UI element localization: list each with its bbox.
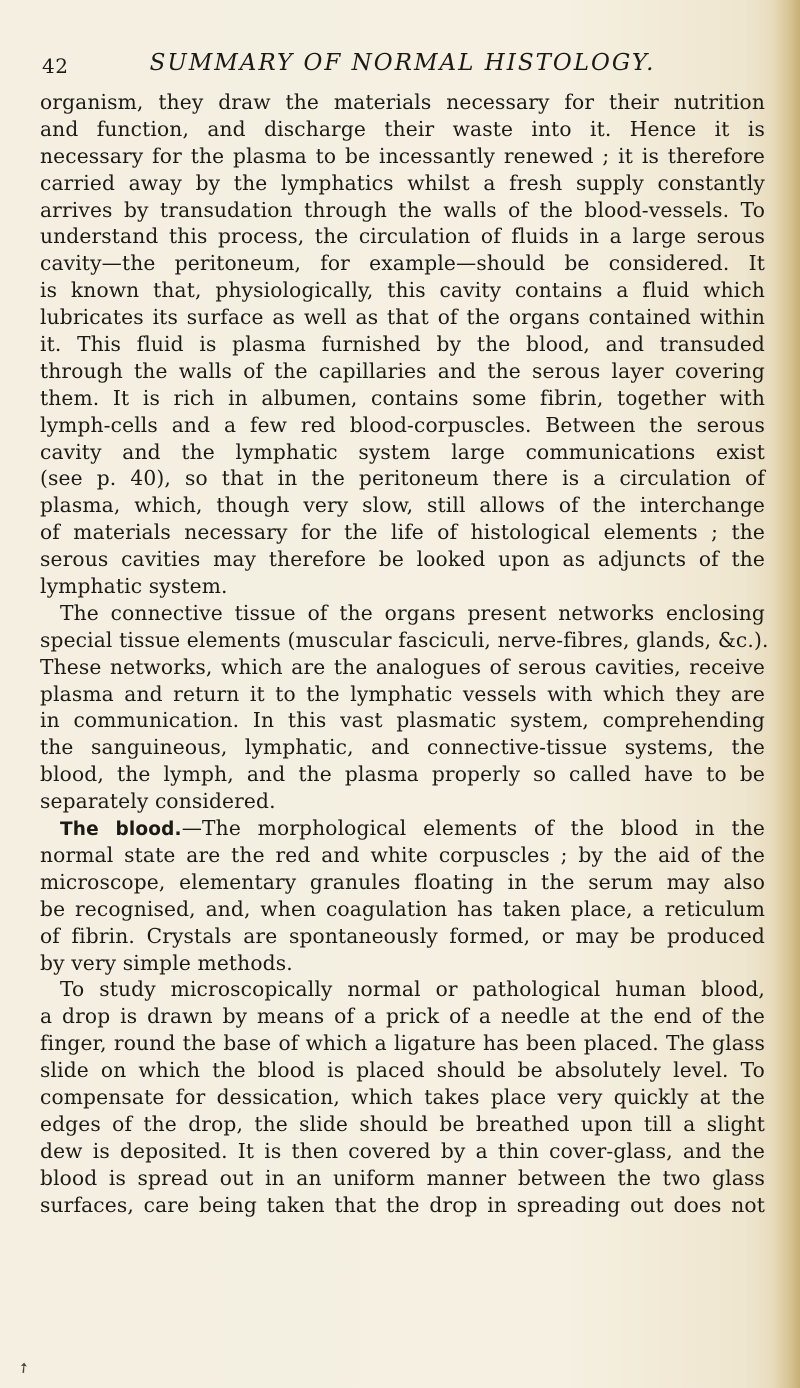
text-line: plasma and return it to the lymphatic vessels with which they are: [40, 681, 765, 706]
text-line: the sanguineous, lymphatic, and connective-tissue systems, the: [40, 735, 765, 760]
text-line: organism, they draw the materials necessary for their nutrition: [40, 90, 765, 114]
running-title: SUMMARY OF NORMAL HISTOLOGY.: [149, 50, 656, 76]
text-line: compensate for dessication, which takes place very quickly at the: [40, 1084, 765, 1109]
text-line: is known that, physiologically, this cavity contains a fluid which: [40, 278, 765, 303]
page-number: 42: [42, 54, 69, 78]
body-text: [40, 89, 769, 1218]
text-line: by very simple methods.: [40, 950, 293, 975]
text-line: The connective tissue of the organs present networks enclosing: [60, 600, 765, 625]
printer-mark-icon: ➚: [14, 1358, 34, 1378]
text-line: microscope, elementary granules floating in the serum may also: [40, 869, 765, 894]
text-line: serous cavities may therefore be looked upon as adjuncts of the: [40, 547, 765, 572]
text-line: special tissue elements (muscular fasciculi, nerve-fibres, glands, &c.).: [40, 627, 769, 652]
text-line: through the walls of the capillaries and the serous layer covering: [40, 358, 765, 383]
text-line: it. This fluid is plasma furnished by the blood, and transuded: [40, 332, 765, 357]
text-line: and function, and discharge their waste into it. Hence it is: [40, 116, 765, 141]
text-line: finger, round the base of which a ligature has been placed. The glass: [40, 1031, 765, 1056]
section-heading: The blood.: [60, 819, 182, 841]
text-line: lymphatic system.: [40, 574, 228, 599]
text-line: These networks, which are the analogues of serous cavities, receive: [40, 654, 765, 679]
text-line: plasma, which, though very slow, still allows of the interchange: [40, 493, 765, 518]
text-line: blood is spread out in an uniform manner between the two glass: [40, 1165, 765, 1190]
text-line: carried away by the lymphatics whilst a fresh supply constantly: [40, 170, 765, 195]
text-line: lubricates its surface as well as that of the organs contained within: [40, 305, 765, 330]
text-line: dew is deposited. It is then covered by a thin cover-glass, and the: [40, 1138, 765, 1163]
text-line: in communication. In this vast plasmatic system, comprehending: [40, 708, 765, 733]
text-line: cavity and the lymphatic system large communications exist: [40, 439, 765, 464]
text-line: slide on which the blood is placed should be absolutely level. To: [40, 1058, 765, 1083]
page-edge-shading: [772, 0, 800, 1388]
text-line: understand this process, the circulation of fluids in a large serous: [40, 224, 765, 249]
text-line: be recognised, and, when coagulation has taken place, a reticulum: [40, 896, 765, 921]
text-line: of fibrin. Crystals are spontaneously formed, or may be produced: [40, 923, 765, 948]
text-line: cavity—the peritoneum, for example—should be considered. It: [40, 251, 765, 276]
page-header: [40, 50, 765, 90]
text-line: lymph-cells and a few red blood-corpuscles. Between the serous: [40, 412, 765, 437]
text-line: (see p. 40), so that in the peritoneum there is a circulation of: [40, 466, 765, 491]
text-line: normal state are the red and white corpuscles ; by the aid of the: [40, 842, 765, 867]
text-line: edges of the drop, the slide should be breathed upon till a slight: [40, 1111, 765, 1136]
text-line: separately considered.: [40, 789, 276, 814]
text-line: of materials necessary for the life of histological elements ; the: [40, 520, 765, 545]
text-line: surfaces, care being taken that the drop in spreading out does not: [40, 1192, 765, 1217]
text-line: necessary for the plasma to be incessantly renewed ; it is therefore: [40, 143, 765, 168]
text-line: blood, the lymph, and the plasma properly so called have to be: [40, 762, 765, 787]
section-heading-line: [40, 815, 765, 842]
text-line: them. It is rich in albumen, contains some fibrin, together with: [40, 385, 765, 410]
text-run: —The morphological elements of the blood in the: [181, 816, 765, 841]
text-line: arrives by transudation through the walls of the blood-vessels. To: [40, 197, 765, 222]
text-line: To study microscopically normal or pathological human blood,: [60, 977, 765, 1002]
text-line: a drop is drawn by means of a prick of a needle at the end of the: [40, 1004, 765, 1029]
